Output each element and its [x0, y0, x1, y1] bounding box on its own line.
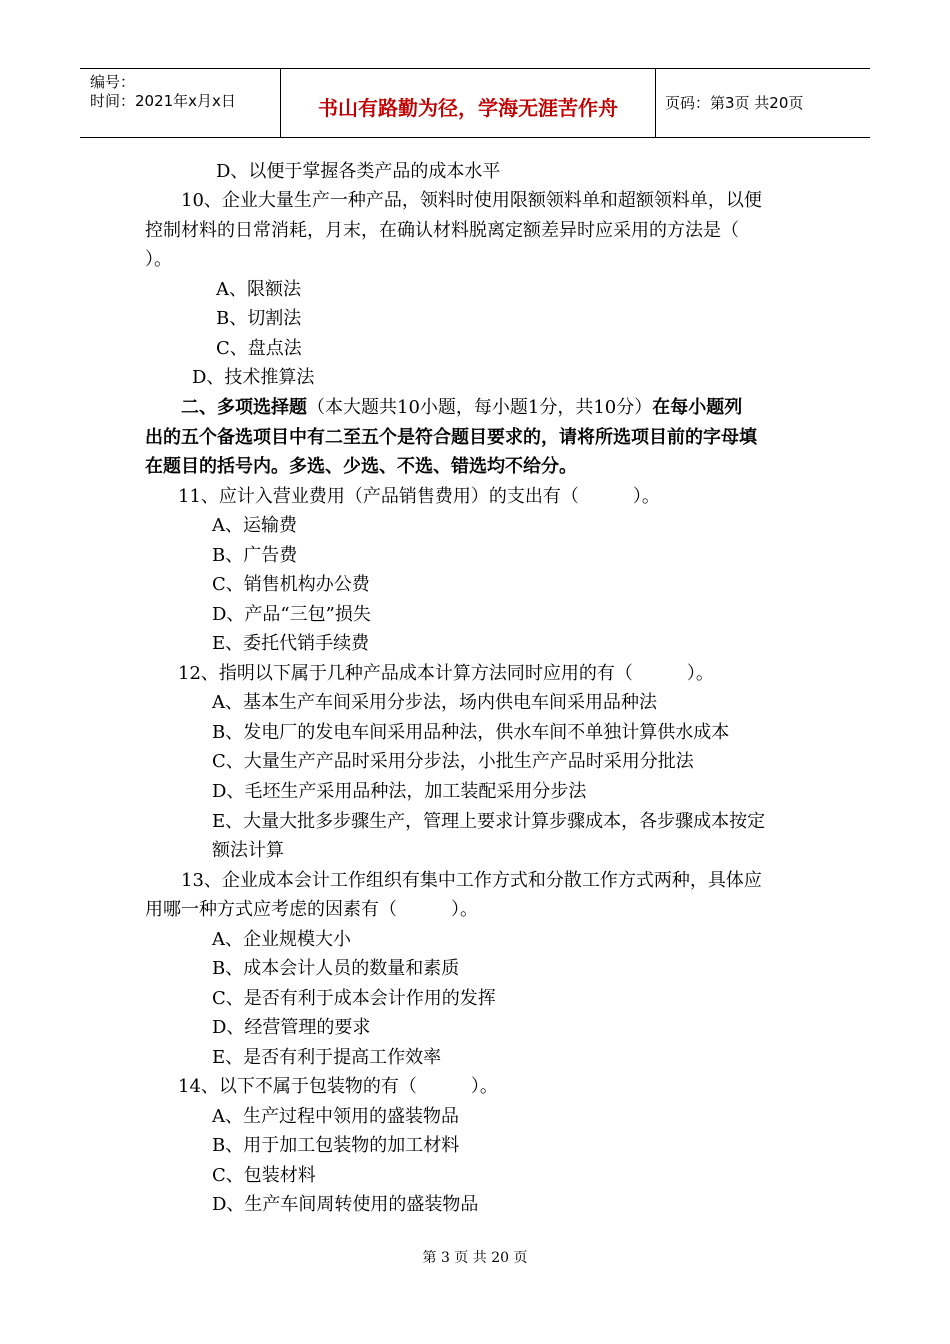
section-score-note: （本大题共10小题，每小题1分，共10分）	[307, 397, 653, 418]
header-center-cell	[280, 69, 656, 137]
option-line: B、广告费	[212, 545, 298, 566]
option-line: B、用于加工包装物的加工材料	[212, 1135, 460, 1156]
section-instruction-end: 在题目的括号内。多选、少选、不选、错选均不给分。	[145, 456, 577, 477]
option-line: D、毛坯生产采用品种法，加工装配采用分步法	[212, 781, 587, 802]
option-line: C、是否有利于成本会计作用的发挥	[212, 988, 496, 1009]
option-line: B、成本会计人员的数量和素质	[212, 958, 460, 979]
option-line: D、技术推算法	[192, 367, 315, 388]
header-right-cell	[655, 69, 870, 137]
question-10: 10、企业大量生产一种产品，领料时使用限额领料单和超额领料单，以便	[181, 190, 762, 211]
option-line: E、委托代销手续费	[212, 633, 370, 654]
option-line: A、运输费	[212, 515, 297, 536]
option-line: D、经营管理的要求	[212, 1017, 371, 1038]
option-line: C、包装材料	[212, 1165, 316, 1186]
option-line: D、产品“三包”损失	[212, 604, 371, 625]
option-line: D、以便于掌握各类产品的成本水平	[216, 161, 501, 182]
question-14: 14、以下不属于包装物的有（ ）。	[178, 1076, 498, 1097]
option-line: C、大量生产产品时采用分步法，小批生产产品时采用分批法	[212, 751, 694, 772]
option-line: A、限额法	[216, 279, 301, 300]
option-line: B、切割法	[216, 308, 302, 329]
option-line: A、企业规模大小	[212, 929, 351, 950]
question-13: 13、企业成本会计工作组织有集中工作方式和分散工作方式两种，具体应	[181, 870, 762, 891]
section-heading	[181, 397, 742, 419]
option-line: D、生产车间周转使用的盛装物品	[212, 1194, 479, 1215]
option-line: C、销售机构办公费	[212, 574, 370, 595]
document-time-label: 时间：2021年x月x日	[90, 92, 236, 110]
option-line: A、生产过程中领用的盛装物品	[212, 1106, 459, 1127]
option-line: E、是否有利于提高工作效率	[212, 1047, 442, 1068]
header-page-info: 页码：第3页 共20页	[665, 94, 804, 112]
question-11: 11、应计入营业费用（产品销售费用）的支出有（ ）。	[178, 486, 660, 507]
option-line: E、大量大批多步骤生产，管理上要求计算步骤成本，各步骤成本按定	[212, 811, 766, 832]
option-line: C、盘点法	[216, 338, 302, 359]
document-number-label: 编号：	[90, 73, 136, 91]
question-12: 12、指明以下属于几种产品成本计算方法同时应用的有（ ）。	[178, 663, 714, 684]
option-line: B、发电厂的发电车间采用品种法，供水车间不单独计算供水成本	[212, 722, 730, 743]
page-header	[80, 68, 870, 138]
header-motto: 书山有路勤为径，学海无涯苦作舟	[318, 96, 618, 120]
section-title: 二、多项选择题	[181, 397, 307, 418]
question-10-end: ）。	[145, 249, 172, 270]
page-footer: 第 3 页 共 20 页	[422, 1250, 528, 1266]
question-13-cont: 用哪一种方式应考虑的因素有（ ）。	[145, 899, 478, 920]
option-line: A、基本生产车间采用分步法，场内供电车间采用品种法	[212, 692, 657, 713]
question-10-cont: 控制材料的日常消耗，月末，在确认材料脱离定额差异时应采用的方法是（	[145, 220, 739, 241]
header-left-cell	[80, 69, 280, 137]
section-instruction-cont: 出的五个备选项目中有二至五个是符合题目要求的，请将所选项目前的字母填	[145, 427, 757, 448]
section-instruction: 在每小题列	[652, 397, 743, 418]
option-line-cont: 额法计算	[212, 840, 284, 861]
